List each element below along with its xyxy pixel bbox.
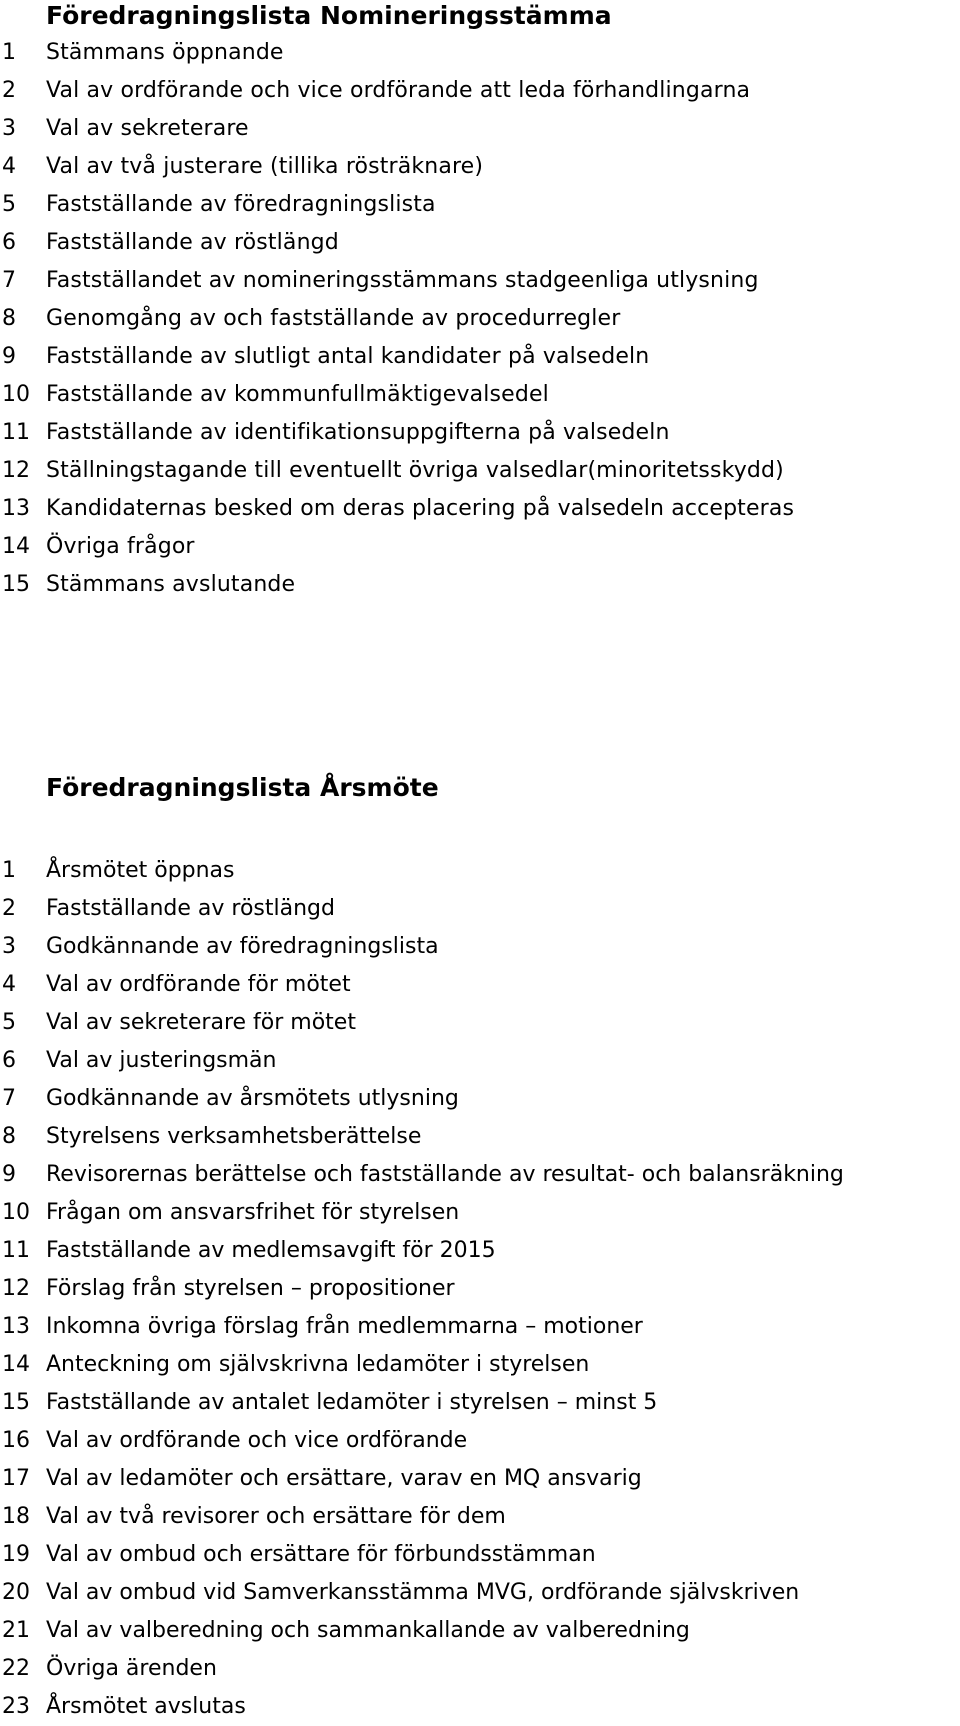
agenda-item-number: 22 (2, 1656, 30, 1681)
agenda-item-number: 21 (2, 1618, 30, 1643)
agenda-item-text: Fastställande av kommunfullmäktigevalsedel (46, 382, 549, 407)
agenda-item-text: Fastställande av identifikationsuppgifterna på valsedeln (46, 420, 670, 445)
agenda-item-number: 14 (2, 1352, 30, 1377)
agenda-item-text: Övriga frågor (46, 534, 195, 559)
agenda-item-number: 17 (2, 1466, 30, 1491)
agenda-item-number: 10 (2, 1200, 30, 1225)
agenda-item-text: Val av valberedning och sammankallande av valberedning (46, 1618, 690, 1643)
agenda-item-number: 3 (2, 116, 16, 141)
agenda-item-text: Val av ombud vid Samverkansstämma MVG, ordförande självskriven (46, 1580, 800, 1605)
agenda-item-text: Val av sekreterare (46, 116, 249, 141)
agenda-item-number: 10 (2, 382, 30, 407)
agenda-item-number: 11 (2, 1238, 30, 1263)
agenda-item-number: 12 (2, 1276, 30, 1301)
agenda-item-number: 1 (2, 858, 16, 883)
agenda-item-text: Val av ombud och ersättare för förbundsstämman (46, 1542, 596, 1567)
agenda-item-text: Övriga ärenden (46, 1656, 217, 1681)
agenda-item-text: Anteckning om självskrivna ledamöter i styrelsen (46, 1352, 590, 1377)
agenda-item-number: 20 (2, 1580, 30, 1605)
agenda-item-text: Fastställande av antalet ledamöter i styrelsen – minst 5 (46, 1390, 658, 1415)
agenda-item-number: 2 (2, 896, 16, 921)
agenda-item-number: 3 (2, 934, 16, 959)
agenda-item-number: 5 (2, 1010, 16, 1035)
agenda-item-number: 9 (2, 344, 16, 369)
agenda-item-text: Frågan om ansvarsfrihet för styrelsen (46, 1200, 460, 1225)
agenda-item-text: Årsmötet öppnas (46, 858, 235, 883)
agenda-item-text: Stämmans öppnande (46, 40, 284, 65)
agenda-item-number: 11 (2, 420, 30, 445)
agenda-item-text: Val av ordförande och vice ordförande att leda förhandlingarna (46, 78, 751, 103)
section-title-arsmote: Föredragningslista Årsmöte (46, 773, 439, 802)
agenda-item-number: 18 (2, 1504, 30, 1529)
agenda-item-text: Godkännande av föredragningslista (46, 934, 439, 959)
agenda-item-text: Fastställande av medlemsavgift för 2015 (46, 1238, 496, 1263)
agenda-item-number: 14 (2, 534, 30, 559)
section-title-nomineringsstamma: Föredragningslista Nomineringsstämma (46, 1, 612, 30)
agenda-item-text: Ställningstagande till eventuellt övriga valsedlar(minoritetsskydd) (46, 458, 784, 483)
agenda-item-text: Val av ledamöter och ersättare, varav en MQ ansvarig (46, 1466, 642, 1491)
agenda-item-text: Fastställande av slutligt antal kandidater på valsedeln (46, 344, 650, 369)
agenda-item-number: 16 (2, 1428, 30, 1453)
agenda-item-number: 12 (2, 458, 30, 483)
agenda-item-number: 4 (2, 154, 16, 179)
agenda-item-number: 13 (2, 496, 30, 521)
agenda-item-number: 15 (2, 1390, 30, 1415)
agenda-item-number: 2 (2, 78, 16, 103)
agenda-item-text: Årsmötet avslutas (46, 1694, 246, 1719)
agenda-item-text: Styrelsens verksamhetsberättelse (46, 1124, 422, 1149)
agenda-item-text: Genomgång av och fastställande av procedurregler (46, 306, 621, 331)
agenda-item-text: Revisorernas berättelse och fastställande av resultat- och balansräkning (46, 1162, 844, 1187)
agenda-item-text: Val av justeringsmän (46, 1048, 277, 1073)
agenda-item-text: Stämmans avslutande (46, 572, 296, 597)
agenda-item-number: 7 (2, 1086, 16, 1111)
agenda-item-number: 5 (2, 192, 16, 217)
agenda-item-number: 19 (2, 1542, 30, 1567)
agenda-item-text: Val av ordförande för mötet (46, 972, 351, 997)
agenda-item-number: 23 (2, 1694, 30, 1719)
agenda-item-number: 1 (2, 40, 16, 65)
agenda-item-number: 9 (2, 1162, 16, 1187)
agenda-item-number: 7 (2, 268, 16, 293)
agenda-item-text: Inkomna övriga förslag från medlemmarna – motioner (46, 1314, 643, 1339)
agenda-item-number: 4 (2, 972, 16, 997)
agenda-item-number: 6 (2, 1048, 16, 1073)
agenda-item-text: Fastställande av röstlängd (46, 896, 335, 921)
agenda-item-number: 8 (2, 306, 16, 331)
agenda-item-number: 13 (2, 1314, 30, 1339)
agenda-item-text: Fastställande av föredragningslista (46, 192, 436, 217)
agenda-item-text: Val av ordförande och vice ordförande (46, 1428, 468, 1453)
agenda-item-text: Val av två revisorer och ersättare för dem (46, 1504, 506, 1529)
agenda-item-number: 6 (2, 230, 16, 255)
agenda-item-text: Val av två justerare (tillika rösträknare) (46, 154, 484, 179)
agenda-item-text: Fastställande av röstlängd (46, 230, 339, 255)
agenda-item-number: 15 (2, 572, 30, 597)
agenda-item-text: Godkännande av årsmötets utlysning (46, 1086, 459, 1111)
agenda-item-number: 8 (2, 1124, 16, 1149)
agenda-item-text: Val av sekreterare för mötet (46, 1010, 356, 1035)
agenda-item-text: Fastställandet av nomineringsstämmans stadgeenliga utlysning (46, 268, 759, 293)
agenda-item-text: Kandidaternas besked om deras placering på valsedeln accepteras (46, 496, 795, 521)
agenda-item-text: Förslag från styrelsen – propositioner (46, 1276, 455, 1301)
